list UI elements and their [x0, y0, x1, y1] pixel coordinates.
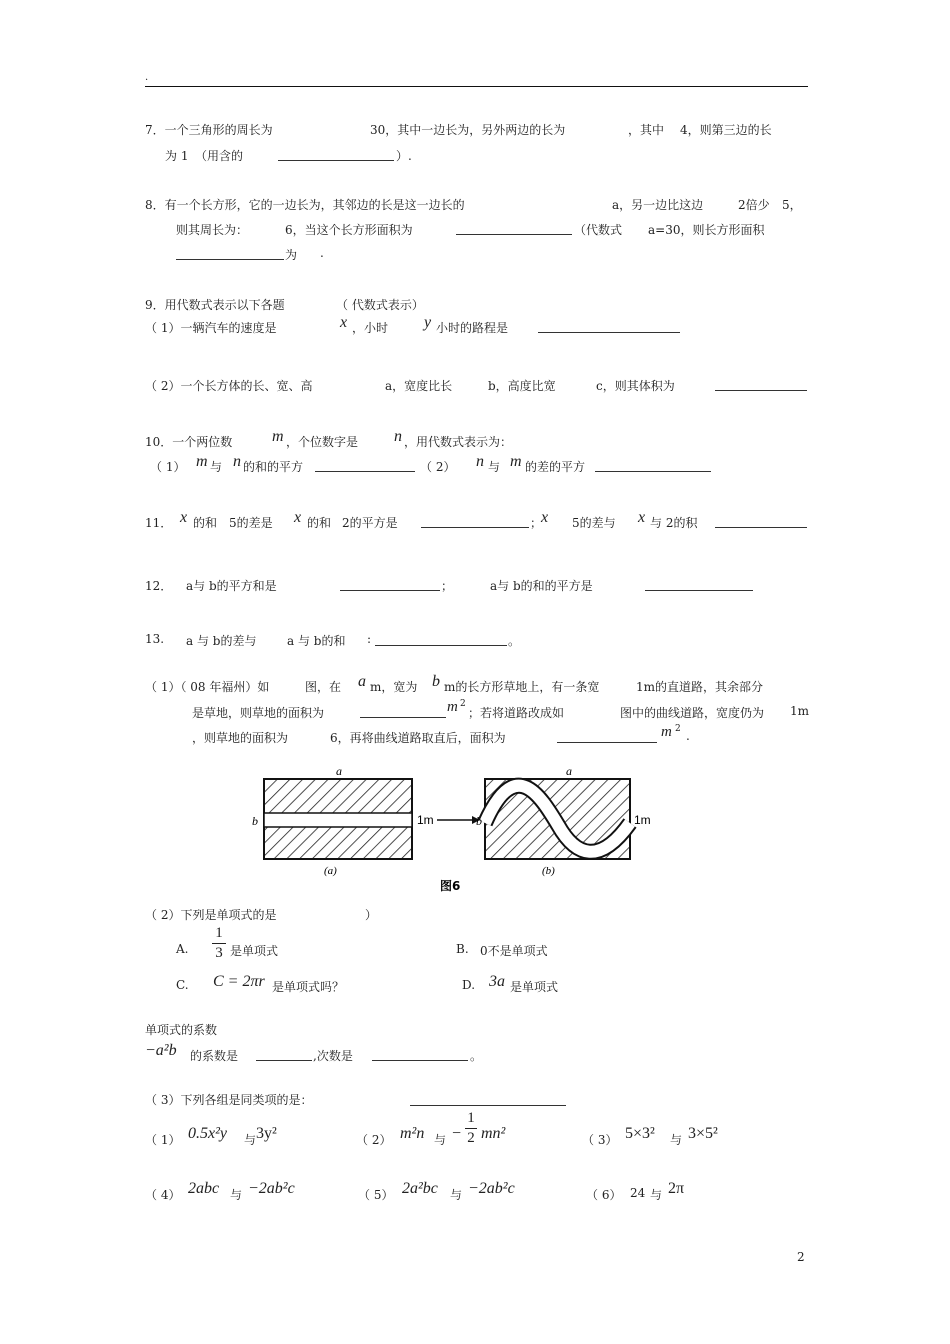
p2-option-a-label: A.: [176, 942, 189, 956]
p3-item-2-and: 与: [434, 1133, 447, 1147]
p1-text-8: 图中的曲线道路，宽度仍为: [620, 706, 765, 720]
mono-heading: 单项式的系数: [145, 1023, 218, 1037]
q9-text-1: 9．用代数式表示以下各题: [145, 298, 285, 312]
mono-text-1: 的系数是: [190, 1049, 239, 1063]
p3-item-3-expr: 5×3²: [625, 1125, 655, 1142]
p3-item-1-other: 3y²: [256, 1125, 277, 1142]
mono-text-2: ,次数是: [313, 1049, 353, 1063]
figure-6: [240, 765, 680, 895]
p2-option-d-expr: 3a: [489, 973, 505, 990]
p3-item-5-label: （ 5）: [358, 1188, 394, 1202]
p1-var-b: b: [432, 673, 440, 690]
q11-text-1: 11．: [145, 516, 173, 530]
q9-text-3: （ 1）一辆汽车的速度是: [145, 321, 277, 335]
q7-answer-blank: [278, 160, 394, 161]
p3-item-4-and: 与: [230, 1188, 243, 1202]
q11-text-3: 5的差是: [229, 516, 273, 530]
p3-item-6-other: 2π: [668, 1180, 685, 1197]
p1-answer-blank-2: [557, 742, 657, 743]
q7-text-6: （用含的: [195, 149, 244, 163]
q8-text-8: a=30，则长方形面积: [648, 223, 765, 237]
q12-text-3: ；: [441, 579, 454, 593]
q10-text-6: 的和的平方: [243, 460, 304, 474]
p2-option-b-label: B.: [456, 942, 469, 956]
figure-right-label-a: a: [566, 765, 572, 778]
figure-arrow: [437, 816, 480, 824]
p3-item-2-numerator: 1: [467, 1110, 475, 1126]
fraction-bar: [465, 1128, 477, 1129]
q11-var-x4: x: [638, 509, 646, 526]
p1-text-10: ，则草地的面积为: [192, 731, 289, 745]
p2-option-c-expr: C = 2πr: [213, 973, 265, 990]
p3-item-2-fraction: [465, 1110, 477, 1147]
figure-left-label-b: b: [252, 814, 258, 828]
p3-item-6-expr: 24: [630, 1186, 646, 1200]
q7-text-1: 7．一个三角形的周长为: [145, 123, 273, 137]
figure-right-rectangle: [485, 779, 630, 859]
q11-text-2: 的和: [193, 516, 218, 530]
p2-option-d-label: D.: [462, 978, 476, 992]
p3-item-3-and: 与: [670, 1133, 683, 1147]
q10-answer-blank-1: [315, 471, 415, 472]
p3-item-3-label: （ 3）: [582, 1133, 618, 1147]
q11-var-x3: x: [541, 509, 549, 526]
figure-right-label-1m: 1m: [634, 813, 651, 827]
q10-var-n3: n: [476, 453, 484, 470]
q9-answer-blank-1: [538, 332, 680, 333]
p1-text-1: （ 1）（ 08 年福州）如: [145, 680, 270, 694]
q11-answer-blank-2: [715, 527, 807, 528]
p3-item-5-expr: 2a²bc: [402, 1180, 438, 1197]
q13-text-5: 。: [508, 634, 521, 648]
p1-text-12: .: [686, 729, 690, 743]
p3-item-5-other: −2ab²c: [468, 1180, 515, 1197]
fraction-bar: [212, 943, 226, 944]
p1-text-2: 图，在: [305, 680, 342, 694]
p1-text-4: m的长方形草地上，有一条宽: [444, 680, 600, 694]
p2-option-a-fraction: [212, 925, 226, 962]
q9-text-8: b，高度比宽: [488, 379, 556, 393]
q8-text-2: a，另一边比这边: [612, 198, 704, 212]
q7-text-3: ，其中: [628, 123, 665, 137]
q13-answer-blank: [375, 645, 507, 646]
q10-text-4: （ 1）: [150, 460, 186, 474]
p3-title: （ 3）下列各组是同类项的是：: [145, 1093, 313, 1107]
q8-text-10: .: [320, 246, 324, 260]
q9-var-y: y: [424, 314, 432, 331]
q8-answer-blank-1: [456, 234, 572, 235]
page-number: 2: [797, 1250, 805, 1264]
q12-text-1: 12．: [145, 579, 173, 593]
p1-unit-1-sup: 2: [460, 699, 466, 709]
p2-option-c-label: C.: [176, 978, 189, 992]
p3-item-5-and: 与: [450, 1188, 463, 1202]
p2-option-a-text: 是单项式: [230, 944, 279, 958]
p1-text-5: 1m的直道路，其余部分: [636, 680, 764, 694]
p2-option-b-text: 0不是单项式: [480, 944, 548, 958]
q8-text-6: 6，当这个长方形面积为: [285, 223, 413, 237]
q8-text-4: 5，: [782, 198, 802, 212]
q13-text-2: a 与 b的差与: [186, 634, 257, 648]
q9-text-9: c，则其体积为: [596, 379, 675, 393]
q10-text-9: 的差的平方: [525, 460, 586, 474]
q11-text-7: 5的差与: [572, 516, 616, 530]
q13-text-1: 13.: [145, 632, 165, 646]
p1-unit-1: m: [447, 699, 458, 715]
q10-var-n: n: [394, 428, 402, 445]
figure-right-caption: (b): [542, 865, 555, 877]
q10-answer-blank-2: [595, 471, 711, 472]
q12-answer-blank-2: [645, 590, 753, 591]
header-rule: [145, 86, 808, 87]
q8-text-3: 2倍少: [738, 198, 770, 212]
q11-var-x2: x: [294, 509, 302, 526]
p3-item-2-expr: m²n: [400, 1125, 425, 1142]
q10-text-1: 10．一个两位数: [145, 435, 233, 449]
q9-answer-blank-2: [715, 390, 807, 391]
q10-var-m: m: [272, 428, 284, 445]
mono-answer-blank-2: [372, 1060, 468, 1061]
p2-option-c-text: 是单项式吗？: [272, 980, 345, 994]
q8-text-1: 8．有一个长方形，它的一边长为，其邻边的长是这一边长的: [145, 198, 465, 212]
q9-text-6: （ 2）一个长方体的长、宽、高: [145, 379, 313, 393]
p3-item-4-expr: 2abc: [188, 1180, 220, 1197]
q8-text-7: （代数式: [574, 223, 623, 237]
q10-text-5: 与: [210, 460, 223, 474]
q8-answer-blank-2: [176, 259, 284, 260]
header-dot: .: [145, 72, 149, 83]
p1-text-6: 是草地，则草地的面积为: [192, 706, 325, 720]
q9-text-7: a，宽度比长: [385, 379, 453, 393]
p3-item-6-label: （ 6）: [586, 1188, 622, 1202]
figure-left-rectangle: [264, 779, 412, 859]
mono-text-3: 。: [470, 1049, 483, 1063]
p1-text-3: m，宽为: [370, 680, 418, 694]
p3-item-4-label: （ 4）: [145, 1188, 181, 1202]
p3-item-2-denominator: 2: [467, 1130, 475, 1146]
q10-var-m3: m: [510, 453, 522, 470]
figure-left-label-1m: 1m: [417, 813, 434, 827]
q10-var-m2: m: [196, 453, 208, 470]
q10-text-2: ，个位数字是: [286, 435, 359, 449]
q11-text-5: 2的平方是: [342, 516, 398, 530]
q9-text-2: （ 代数式表示）: [336, 298, 424, 312]
q7-text-5: 为 1: [165, 149, 189, 163]
q11-text-8: 与 2的积: [650, 516, 698, 530]
q10-text-7: （ 2）: [420, 460, 456, 474]
q13-text-4: :: [367, 632, 372, 646]
q8-text-5: 则其周长为：: [176, 223, 249, 237]
p1-var-a: a: [358, 673, 366, 690]
p3-item-1-expr: 0.5x²y: [188, 1125, 227, 1142]
mono-answer-blank-1: [256, 1060, 312, 1061]
q11-text-4: 的和: [307, 516, 332, 530]
p2-option-a-denominator: 3: [215, 945, 223, 961]
q8-text-9: 为: [285, 248, 298, 262]
q12-text-2: a与 b的平方和是: [186, 579, 277, 593]
p1-answer-blank-1: [360, 717, 446, 718]
p1-text-9: 1m: [790, 704, 810, 718]
p3-item-2-minus: −: [452, 1125, 462, 1142]
q7-text-4: 4，则第三边的长: [680, 123, 772, 137]
q12-text-4: a与 b的和的平方是: [490, 579, 593, 593]
p2-option-d-text: 是单项式: [510, 980, 559, 994]
p2-option-a-numerator: 1: [215, 925, 223, 941]
q10-var-n2: n: [233, 453, 241, 470]
q9-var-x: x: [340, 314, 348, 331]
p3-item-1-label: （ 1）: [145, 1133, 181, 1147]
q10-text-8: 与: [488, 460, 501, 474]
p1-unit-2: m: [661, 724, 672, 740]
p1-text-7: ；若将道路改成如: [468, 706, 565, 720]
q9-text-4: ，小时: [352, 321, 389, 335]
q7-text-2: 30，其中一边长为，另外两边的长为: [370, 123, 566, 137]
p3-item-2-other: mn²: [481, 1125, 506, 1142]
q11-var-x1: x: [180, 509, 188, 526]
figure-right-label-b: b: [476, 814, 482, 828]
q9-text-5: 小时的路程是: [436, 321, 509, 335]
q13-text-3: a 与 b的和: [287, 634, 346, 648]
figure-left-label-a: a: [336, 765, 342, 778]
figure-number: 图6: [440, 879, 461, 893]
p3-answer-blank: [410, 1105, 566, 1106]
figure-left-caption: (a): [324, 865, 337, 877]
q11-answer-blank-1: [421, 527, 529, 528]
q7-text-7: ）.: [396, 149, 412, 163]
mono-expr: −a²b: [145, 1042, 177, 1059]
p3-item-6-and: 与: [650, 1188, 663, 1202]
p2-title-end: ）: [365, 908, 378, 922]
q11-text-6: ；: [530, 516, 543, 530]
q10-text-3: ，用代数式表示为：: [404, 435, 513, 449]
p2-title: （ 2）下列是单项式的是: [145, 908, 277, 922]
p1-text-11: 6，再将曲线道路取直后，面积为: [330, 731, 506, 745]
p3-item-1-and: 与: [244, 1133, 257, 1147]
p3-item-3-other: 3×5²: [688, 1125, 718, 1142]
p1-unit-2-sup: 2: [675, 724, 681, 734]
p3-item-2-label: （ 2）: [356, 1133, 392, 1147]
p3-item-4-other: −2ab²c: [248, 1180, 295, 1197]
q12-answer-blank-1: [340, 590, 440, 591]
